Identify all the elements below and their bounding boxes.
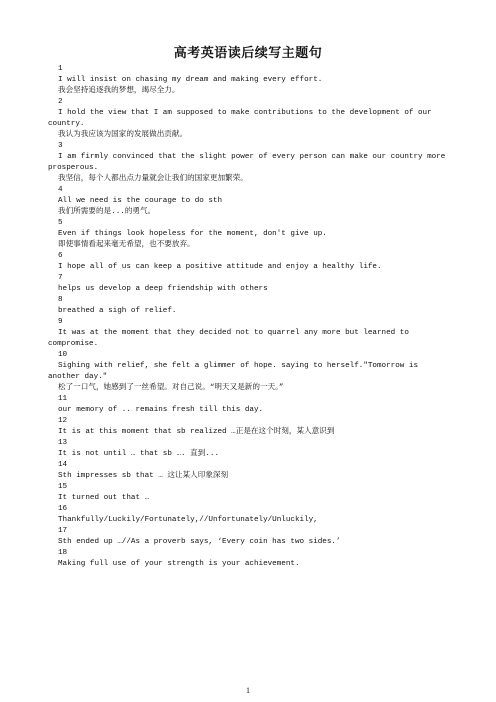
text-line: 我坚信，每个人都出点力量就会让我们的国家更加繁荣。 [58, 175, 248, 183]
text-line: 松了一口气，她感到了一丝希望。对自己说。“明天又是新的一天。” [58, 384, 284, 392]
item-number: 14 [58, 461, 68, 469]
text-line: country. [48, 120, 85, 128]
item-number: 15 [58, 483, 68, 491]
item-number: 13 [58, 439, 68, 447]
text-line: helps us develop a deep friendship with others [58, 285, 268, 293]
text-line: I will insist on chasing my dream and making every effort. [58, 76, 323, 84]
text-line: Sighing with relief, she felt a glimmer of hope. saying to herself."Tomorrow is [58, 362, 419, 370]
text-line: It is not until … that sb …. 直到... [58, 450, 220, 458]
item-number: 1 [58, 65, 63, 73]
page-number: 1 [246, 686, 250, 695]
item-number: 6 [58, 252, 63, 260]
text-line: breathed a sigh of relief. [58, 307, 177, 315]
item-number: 11 [58, 395, 68, 403]
item-number: 7 [58, 274, 63, 282]
text-line: 我会坚持追逐我的梦想，竭尽全力。 [58, 87, 180, 95]
text-line: 即使事情看起来毫无希望，也不要放弃。 [58, 241, 195, 249]
text-line: I am firmly convinced that the slight power of every person can make our country more [58, 153, 446, 161]
item-number: 8 [58, 296, 63, 304]
item-number: 12 [58, 417, 68, 425]
text-line: Sth ended up …//As a proverb says, ‘Every coin has two sides.’ [58, 538, 341, 546]
text-line: Making full use of your strength is your achievement. [58, 560, 300, 568]
text-line: Thankfully/Luckily/Fortunately,//Unfortunately/Unluckily, [58, 516, 318, 524]
content-lines [48, 64, 458, 570]
item-number: 16 [58, 505, 68, 513]
item-number: 10 [58, 351, 68, 359]
text-line: It is at this moment that sb realized …正是在这个时刻，某人意识到 [58, 428, 335, 436]
text-line: our memory of .. remains fresh till this day. [58, 406, 264, 414]
page-title: 高考英语读后续写主题句 [173, 46, 323, 61]
item-number: 2 [58, 98, 63, 106]
text-line: I hold the view that I am supposed to make contributions to the development of our [58, 109, 432, 117]
text-line: another day." [48, 373, 108, 381]
text-line: Sth impresses sb that … 这让某人印象深刻 [58, 472, 229, 480]
text-line: It was at the moment that they decided not to quarrel any more but learned to [58, 329, 409, 337]
text-line: 我认为我应该为国家的发展做出贡献。 [58, 131, 188, 139]
item-number: 17 [58, 527, 68, 535]
item-number: 4 [58, 186, 63, 194]
text-line: Even if things look hopeless for the moment, don't give up. [58, 230, 327, 238]
text-line: It turned out that … [58, 494, 150, 502]
text-line: I hope all of us can keep a positive attitude and enjoy a healthy life. [58, 263, 382, 271]
item-number: 3 [58, 142, 63, 150]
text-line: compromise. [48, 340, 99, 348]
text-line: prosperous. [48, 164, 99, 172]
text-line: All we need is the courage to do sth [58, 197, 223, 205]
text-line: 我们所需要的是...的勇气。 [58, 208, 156, 216]
item-number: 18 [58, 549, 68, 557]
item-number: 9 [58, 318, 63, 326]
item-number: 5 [58, 219, 63, 227]
